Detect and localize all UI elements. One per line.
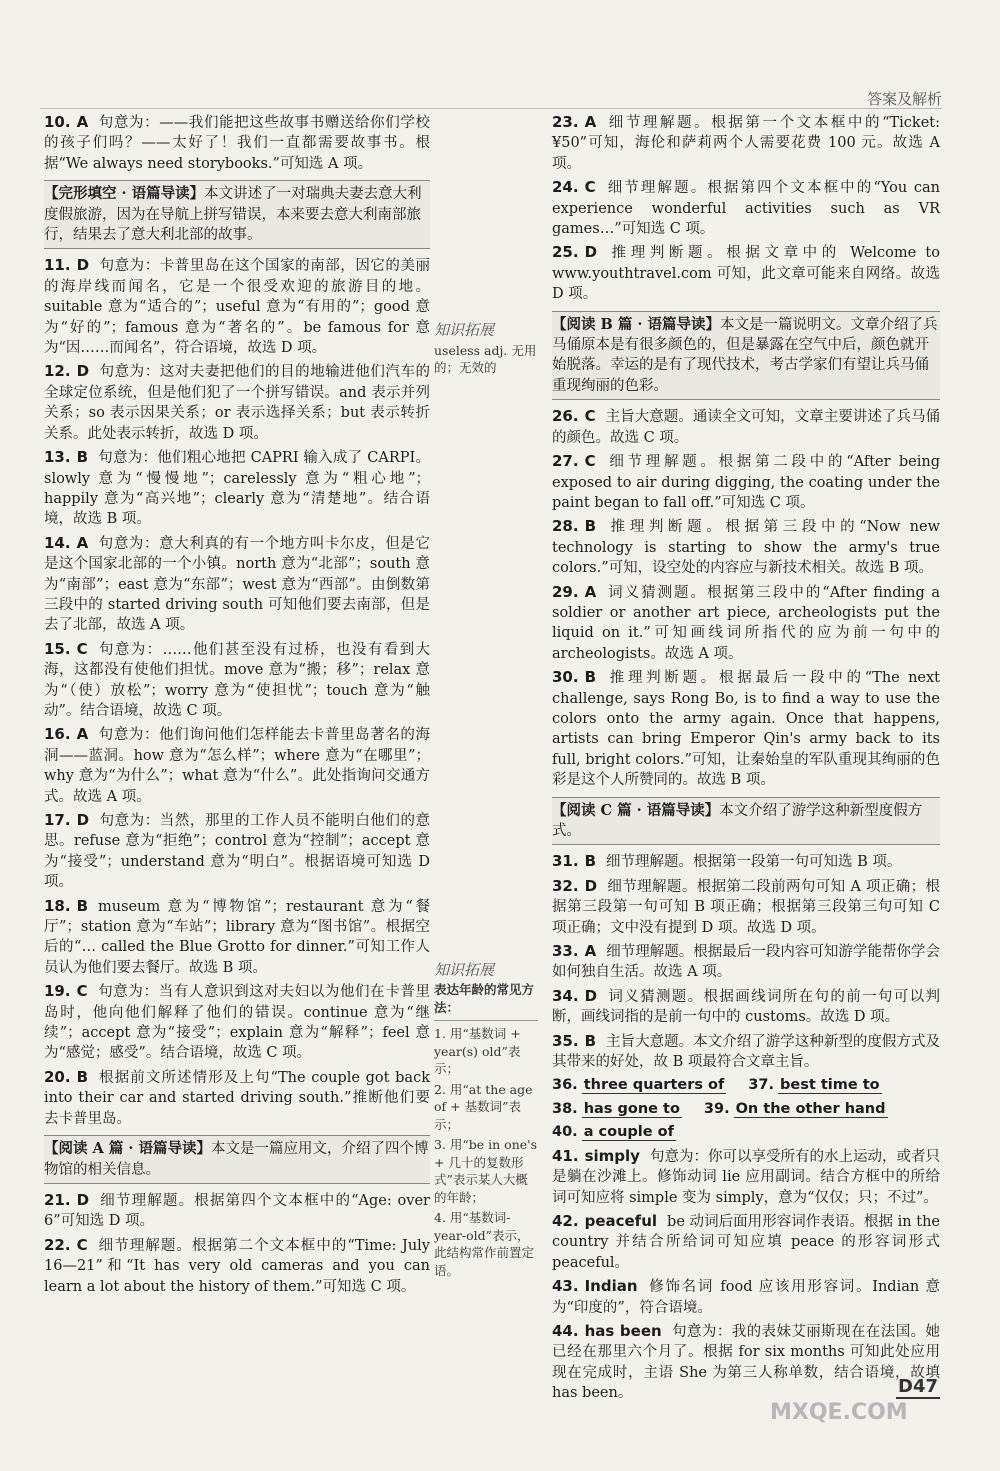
- question-number: 22.: [44, 1235, 71, 1254]
- explanation-text: 句意为：我的表妹艾丽斯现在在法国。她已经在那里六个月了。根据 for six months 可知此处应用现在完成时，主语 She 为第三人称单数，结合语境，故填 has been。: [552, 1323, 940, 1402]
- explanation-text: 推理判断题。根据文章中的 Welcome to www.youthtravel.com 可知，此文章可能来自网络。故选 D 项。: [552, 245, 940, 303]
- explanation-text: 细节理解题。根据第一段第一句可知选 B 项。: [606, 854, 902, 871]
- answer-entry: [552, 1031, 940, 1073]
- question-number: 43.: [552, 1277, 579, 1296]
- answer-entry: [552, 451, 940, 513]
- answer-letter: D: [584, 876, 598, 895]
- question-number: 20.: [44, 1067, 71, 1086]
- answer-letter: A: [76, 113, 89, 131]
- explanation-text: 句意为：他们询问他们怎样能去卡普里岛著名的海洞——蓝洞。how 意为“怎么样”；where 意为“在哪里”；why 意为“为什么”；what 意为“什么”。此处指询问交通方式。故选 A 项。: [44, 727, 430, 805]
- explanation-text: 推理判断题。根据最后一段中的“The next challenge, says Rong Bo, is to find a way to use the colors onto the army again. Once that happens, artists can bring Emperor Qin's army back to its full, bright colors.”可知，让秦始皇的军队重现其绚丽的色彩是这个人所赞同的。故选 B 项。: [552, 670, 940, 789]
- answer-entry: [552, 941, 940, 983]
- watermark: MXQE.COM: [770, 1400, 908, 1425]
- question-number: 32.: [552, 876, 579, 895]
- answer-entry: [44, 810, 430, 893]
- explanation-text: 词义猜测题。根据画线词所在句的前一句可以判断，画线词指的是前一句中的 customs。故选 D 项。: [552, 988, 940, 1026]
- explanation-text: 句意为：意大利真的有一个地方叫卡尔皮，但是它是这个国家北部的一个小镇。north 意为“北部”；south 意为“南部”；east 意为“东部”；west 意为“西部”。由倒数第三段中的 started driving south 可知他们要去南部，但是去了北部，故选 A 项。: [44, 535, 430, 634]
- explanation-text: 主旨大意题。通读全文可知，文章主要讲述了兵马俑的颜色。故选 C 项。: [552, 409, 940, 446]
- answer-entry: [44, 724, 430, 807]
- answer-entry: [44, 1235, 430, 1297]
- question-number: 26.: [552, 407, 579, 426]
- answer-letter: D: [584, 243, 598, 262]
- answer-entry: [44, 112, 430, 174]
- knowledge-item: 2. 用“at the age of + 基数词”表示；: [434, 1081, 533, 1132]
- answer-entry: [44, 533, 430, 636]
- explanation-text: 句意为：——我们能把这些故事书赠送给你们学校的孩子们吗？——太好了！我们一直都需要故事书。根据“We always need storybooks.”可知选 A 项。: [44, 115, 430, 172]
- question-number: 23.: [552, 113, 579, 131]
- answer-entry: [552, 406, 940, 448]
- answer-entry: [44, 447, 430, 530]
- sidebar-column: [434, 112, 538, 1282]
- answer-letter: A: [76, 533, 89, 552]
- explanation-text: 根据前文所述情形及上句“The couple got back into their car and started driving south.”推断他们要去卡普里岛。: [44, 1069, 430, 1127]
- question-number: 31.: [552, 852, 579, 871]
- fill-answer-row: [552, 1122, 940, 1142]
- question-number: 10.: [44, 113, 71, 131]
- knowledge-item: 3. 用“be in one's + 几十的复数形式”表示某人大概的年龄；: [434, 1137, 538, 1205]
- question-number: 14.: [44, 533, 71, 552]
- knowledge-box-1: 知识拓展 useless adj. 无用的；无效的: [434, 321, 537, 375]
- answer-letter: C: [584, 452, 596, 471]
- answer-letter: D: [76, 362, 90, 381]
- left-column: [44, 112, 430, 1300]
- answer-letter: A: [584, 113, 597, 131]
- explanation-text: 句意为：你可以享受所有的水上运动，或者只是躺在沙滩上。修饰动词 lie 应用副词。结合方框中的所给词可知应将 simple 变为 simply，意为“仅仅；只；不过”。: [552, 1148, 940, 1206]
- explanation-text: 主旨大意题。本文介绍了游学这种新型的度假方式及其带来的好处，故 B 项最符合文章主旨。: [552, 1033, 940, 1071]
- answer-entry: [44, 639, 430, 722]
- question-number: 17.: [44, 811, 71, 829]
- explanation-text: 句意为：当有人意识到这对夫妇以为他们在卡普里岛时，他向他们解释了他们的错误。continue 意为“继续”；accept 意为“接受”；explain 意为“解释”；feel 意为“感觉；感受”。结合语境，故选 C 项。: [44, 984, 430, 1062]
- answer-letter: D: [76, 1190, 90, 1209]
- explanation-text: 句意为：卡普里岛在这个国家的南部，因它的美丽的海岸线而闻名，它是一个很受欢迎的旅游目的地。suitable 意为“适合的”；useful 意为“有用的”；good 意为“好的”；famous 意为“著名的”。be famous for 意为“因……而闻名”，符合语境，故选 D 项。: [44, 258, 430, 357]
- answer-letter: D: [584, 986, 598, 1005]
- question-number: 29.: [552, 582, 579, 601]
- explanation-text: 细节理解题。根据第二段前两句可知 A 项正确；根据第三段第一句可知 B 项正确；根据第三段第三句可知 C 项正确；文中没有提到 D 项。故选 D 项。: [552, 878, 940, 936]
- answer-entry: [552, 1146, 940, 1208]
- guide-reading-b: 【阅读 B 篇 · 语篇导读】本文是一篇说明文。文章介绍了兵马俑原本是有很多颜色的，但是暴露在空气中后，颜色就开始脱落。幸运的是有了现代技术，考古学家们有望让兵马俑重现绚丽的色彩。: [552, 311, 940, 401]
- answer-letter: C: [76, 982, 88, 1001]
- question-number: 44.: [552, 1321, 579, 1340]
- explanation-text: 细节理解题。根据第四个文本框中的“Age: over 6”可知选 D 项。: [44, 1192, 430, 1230]
- fill-answer: On the other hand: [735, 1100, 886, 1117]
- question-number: 13.: [44, 448, 71, 467]
- answer-entry: [552, 516, 940, 578]
- question-number: 28.: [552, 517, 579, 536]
- knowledge-title: 知识拓展: [434, 321, 495, 339]
- explanation-text: 推理判断题。根据第三段中的“Now new technology is starting to show the army's true colors.”可知，设空处的内容应与新技术相关。故选 B 项。: [552, 519, 940, 577]
- question-number: 25.: [552, 243, 579, 262]
- answer-letter: A: [584, 582, 597, 601]
- answer-entry: [44, 1067, 430, 1129]
- guide-reading-a: 【阅读 A 篇 · 语篇导读】本文是一篇应用文，介绍了四个博物馆的相关信息。: [44, 1135, 430, 1184]
- answer-entry: [552, 876, 940, 938]
- answer-entry: [44, 361, 430, 444]
- answer-entry: [552, 1321, 940, 1404]
- explanation-text: 细节理解题。根据第四个文本框中的“You can experience wonderful activities such as VR games…”可知选 C 项。: [552, 180, 940, 238]
- fill-answer: has gone to: [583, 1100, 680, 1117]
- question-number: 24.: [552, 178, 579, 197]
- explanation-text: be 动词后面用形容词作表语。根据 in the country 并结合所给词可知应填 peace 的形容词形式 peaceful。: [552, 1213, 940, 1271]
- answer-entry: [552, 112, 940, 174]
- guide-cloze: 【完形填空 · 语篇导读】本文讲述了一对瑞典夫妻去意大利度假旅游，因为在导航上拼写错误，本来要去意大利南部旅行，结果去了意大利北部的故事。: [44, 180, 430, 249]
- knowledge-title: 知识拓展: [434, 960, 495, 979]
- question-number: 34.: [552, 986, 579, 1005]
- page-number: D47: [898, 1376, 938, 1397]
- explanation-text: 句意为：这对夫妻把他们的目的地输进他们汽车的全球定位系统，但是他们犯了一个拼写错误。and 表示并列关系；so 表示因果关系；or 表示选择关系；but 表示转折关系。此处表示转折，故选 D 项。: [44, 364, 430, 442]
- question-number: 41.: [552, 1146, 579, 1165]
- answer-entry: [552, 986, 940, 1028]
- answer-letter: B: [584, 852, 597, 871]
- header-rule: [40, 108, 942, 109]
- explanation-text: 句意为：……他们甚至没有过桥，也没有看到大海，这都没有使他们担忧。move 意为“搬；移”；relax 意为“（使）放松”；worry 意为“使担忧”；touch 意为“触动”。结合语境，故选 C 项。: [44, 641, 430, 719]
- question-number: 21.: [44, 1190, 71, 1209]
- answer-letter: C: [76, 639, 88, 658]
- answer-letter: C: [76, 1235, 88, 1254]
- answer-entry: [44, 981, 430, 1064]
- question-number: 35.: [552, 1031, 579, 1050]
- question-number: 18.: [44, 896, 71, 915]
- answer-entry: [44, 1190, 430, 1232]
- answer-letter: Indian: [584, 1277, 638, 1296]
- answer-entry: [552, 242, 940, 304]
- question-number: 12.: [44, 362, 71, 381]
- answer-letter: B: [584, 1031, 597, 1050]
- answer-entry: [44, 896, 430, 979]
- question-number: 11.: [44, 256, 71, 275]
- question-number: 37.: [748, 1077, 774, 1094]
- question-number: 15.: [44, 639, 71, 658]
- fill-answer-row: [552, 1099, 940, 1119]
- answer-entry: [552, 177, 940, 239]
- answer-letter: B: [584, 668, 597, 687]
- knowledge-item: 4. 用“基数词-year-old”表示，此结构常作前置定语。: [434, 1210, 535, 1278]
- explanation-text: 句意为：当然，那里的工作人员不能明白他们的意思。refuse 意为“拒绝”；control 意为“控制”；accept 意为“接受”；understand 意为“明白”。根据语境可知选 D 项。: [44, 813, 430, 891]
- question-number: 19.: [44, 982, 71, 1001]
- question-number: 42.: [552, 1211, 579, 1230]
- answer-letter: B: [76, 896, 89, 915]
- explanation-text: 细节理解题。根据第二个文本框中的“Time: July 16—21”和“It has very old cameras and you can learn a lot about the history of them.”可知选 C 项。: [44, 1237, 430, 1295]
- answer-letter: D: [76, 256, 90, 275]
- question-number: 27.: [552, 452, 579, 471]
- answer-entry: [552, 851, 940, 872]
- knowledge-item: 1. 用“基数词 + year(s) old”表示；: [434, 1026, 521, 1076]
- answer-letter: B: [584, 517, 597, 536]
- answer-letter: has been: [584, 1321, 662, 1340]
- answer-letter: simply: [584, 1146, 640, 1165]
- explanation-text: 句意为：他们粗心地把 CAPRI 输入成了 CARPI。slowly 意为“慢慢地”；carelessly 意为“粗心地”；happily 意为“高兴地”；clearly 意为“清楚地”。结合语境，故选 B 项。: [44, 450, 430, 528]
- question-number: 33.: [552, 942, 579, 961]
- explanation-text: 修饰名词 food 应该用形容词。Indian 意为“印度的”，符合语境。: [552, 1279, 940, 1316]
- question-number: 30.: [552, 668, 579, 687]
- explanation-text: 细节理解题。根据最后一段内容可知游学能帮你学会如何独自生活。故选 A 项。: [552, 944, 940, 981]
- answer-letter: peaceful: [584, 1211, 658, 1230]
- answer-letter: B: [76, 1067, 89, 1086]
- question-number: 36.: [552, 1077, 578, 1094]
- guide-reading-c: 【阅读 C 篇 · 语篇导读】本文介绍了游学这种新型度假方式。: [552, 797, 940, 846]
- fill-answer-row: [552, 1075, 940, 1095]
- question-number: 16.: [44, 725, 71, 744]
- knowledge-box-2: 知识拓展 表达年龄的常见方法： 1. 用“基数词 + year(s) old”表示； 2. 用“at the age of + 基数词”表示； 3. 用“be in one's + 几十的复数形式”表示某人大概的年龄； 4. 用“基数词-year-old”表示，此结构常作前置定语。: [434, 960, 538, 1278]
- answer-letter: C: [584, 407, 596, 426]
- answer-letter: A: [76, 725, 89, 744]
- right-column: [552, 112, 940, 1407]
- fill-answer: best time to: [780, 1077, 880, 1094]
- explanation-text: 词义猜测题。根据第三段中的“After finding a soldier or another art piece, archeologists put the liquid on it.”可知画线词所指代的应为前一句中的 archeologists。故选 A 项。: [552, 584, 940, 662]
- answer-letter: B: [76, 448, 89, 467]
- answer-entry: [552, 1211, 940, 1273]
- answer-entry: [552, 582, 940, 665]
- answer-letter: A: [584, 942, 597, 961]
- answer-entry: [44, 255, 430, 358]
- fill-answer: a couple of: [583, 1124, 674, 1141]
- answer-entry: [552, 1276, 940, 1318]
- question-number: 39.: [703, 1100, 730, 1117]
- explanation-text: 细节理解题。根据第二段中的“After being exposed to air during digging, the coating under the paint began to fall off.”可知选 C 项。: [552, 454, 940, 511]
- answer-letter: C: [584, 178, 596, 197]
- fill-answer: three quarters of: [583, 1077, 725, 1094]
- explanation-text: 细节理解题。根据第一个文本框中的“Ticket: ¥50”可知，海伦和萨莉两个人需要花费 100 元。故选 A 项。: [552, 115, 940, 172]
- answer-entry: [552, 667, 940, 790]
- question-number: 40.: [552, 1124, 578, 1141]
- question-number: 38.: [552, 1100, 578, 1117]
- explanation-text: museum 意为“博物馆”；restaurant 意为“餐厅”；station 意为“车站”；library 意为“图书馆”。根据空后的“… called the Blue Grotto for dinner.”可知工作人员认为他们要去餐厅。故选 B 项。: [44, 898, 430, 976]
- page-header: 答案及解析: [866, 90, 942, 108]
- answer-letter: D: [76, 811, 90, 829]
